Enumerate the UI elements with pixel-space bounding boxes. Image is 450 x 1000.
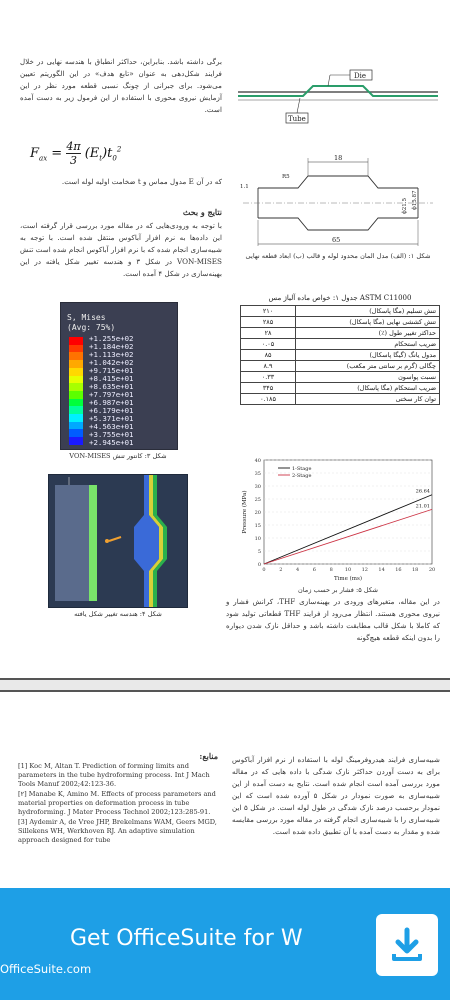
figure-4-caption: شکل ۴: هندسه تغییر شکل یافته — [74, 610, 162, 618]
y-tick-label: 35 — [254, 471, 261, 477]
legend-value: +1.184e+02 — [89, 342, 134, 351]
legend-swatch — [69, 368, 83, 376]
svg-text:65: 65 — [332, 236, 341, 244]
intro-paragraph: برگی داشته باشد. بنابراین، حداکثر انطباق با هندسه نهایی در خلال فرایند شکل‌دهی به عنوان «تابع هدف» در این الگوریتم تعیین می‌شود. برای جبرانی از چونگ نسبی قطعه مورد نظر در این آزمایش نیروی محوری با استفاده از این فرمول زیر به دست آمده است. — [20, 57, 222, 114]
table-1-title: جدول ۱: خواص ماده آلیاژ مس ASTM C11000 — [268, 294, 412, 302]
x-tick-label: 18 — [412, 567, 419, 573]
legend-value: +5.371e+01 — [89, 414, 134, 423]
legend-swatch — [69, 376, 83, 384]
legend-label: 2-Stage — [292, 473, 312, 479]
property-value: ۲۸ — [241, 328, 296, 339]
table-row — [241, 317, 440, 328]
legend-swatch — [69, 437, 83, 445]
material-properties-table — [240, 305, 440, 405]
legend-swatch — [69, 422, 83, 430]
download-button[interactable] — [376, 914, 438, 976]
property-value: ۲۱۰ — [241, 306, 296, 317]
promo-text: Get OfficeSuite for W — [70, 926, 303, 951]
results-paragraph: با توجه به ورودی‌هایی که در مقاله مورد بررسی قرار گرفته است، این داده‌ها به نرم افزار آباکوس منتقل شده است. با توجه به شبیه‌سازی انجام شده که با نرم افزار آباکوس انجام شده است تنش VON-MISES در شکل ۳ و هندسه تغییر شکل یافته در این بهینه‌سازی در شکل ۴ آمده است. — [20, 221, 222, 278]
fem-color-legend — [69, 337, 83, 445]
y-tick-label: 10 — [254, 536, 261, 542]
property-value: ۸۵ — [241, 350, 296, 361]
legend-value: +1.042e+02 — [89, 358, 134, 367]
property-value: ۰.۱۸۵ — [241, 394, 296, 405]
table-row — [241, 372, 440, 383]
svg-text:1.1: 1.1 — [240, 184, 249, 190]
legend-value: +4.563e+01 — [89, 422, 134, 431]
legend-value: +2.945e+01 — [89, 438, 134, 447]
table-row — [241, 361, 440, 372]
figure-3-caption: شکل ۳: کانتور تنش VON-MISES — [69, 452, 167, 460]
deformed-tube-image — [48, 474, 188, 608]
pressure-time-chart — [238, 452, 440, 584]
x-tick-label: 16 — [395, 567, 402, 573]
x-tick-label: 20 — [428, 567, 436, 573]
legend-value: +9.715e+01 — [89, 366, 134, 375]
figure-5-caption: شکل ۵: فشار بر حسب زمان — [297, 586, 379, 594]
die-label: Die — [354, 72, 366, 80]
conclusion-paragraph: در این مقاله، متغیرهای ورودی در بهینه‌سازی THF، کرانش فشار و نیروی محوری هستند. انتظار می‌رود از فرایند THF قطعاتی تولید شود که کاملا با شکل قالب مطابقت داشته باشد و حداقل نازک شدن دیواره را بدون اینکه قطعه هیچ‌گونه — [226, 597, 441, 642]
property-label: مدول یانگ (گیگا پاسکال) — [296, 350, 440, 361]
legend-label: 1-Stage — [292, 466, 312, 472]
x-axis-label: Time (ms) — [334, 576, 362, 582]
legend-swatch — [69, 399, 83, 407]
x-tick-label: 2 — [279, 567, 283, 573]
x-tick-label: 4 — [296, 567, 300, 573]
svg-text:ϕ21.5: ϕ21.5 — [402, 198, 408, 214]
fem-title: S, Mises — [67, 313, 106, 322]
property-label: نسبت پواسون — [296, 372, 440, 383]
svg-text:18: 18 — [334, 154, 343, 162]
table-row — [241, 394, 440, 405]
axial-force-formula: $F_{ax}$ = $\frac{4\pi}{3}$ $(E_t)t_0^2$ — [30, 140, 122, 167]
legend-swatch — [69, 391, 83, 399]
property-label: چگالی (گرم بر سانتی متر مکعب) — [296, 361, 440, 372]
x-tick-label: 8 — [329, 567, 333, 573]
references-heading: منابع: — [199, 751, 218, 761]
property-value: ۸.۹ — [241, 361, 296, 372]
legend-value: +1.113e+02 — [89, 350, 134, 359]
property-value: ۳۴۵ — [241, 383, 296, 394]
die-tube-schematic — [238, 60, 438, 130]
table-row — [241, 350, 440, 361]
property-value: ۰.۰۵ — [241, 339, 296, 350]
references-list — [18, 762, 218, 846]
legend-value: +6.987e+01 — [89, 398, 134, 407]
x-tick-label: 10 — [344, 567, 352, 573]
y-tick-label: 0 — [257, 562, 261, 568]
table-row — [241, 306, 440, 317]
legend-value: +7.797e+01 — [89, 390, 134, 399]
y-tick-label: 25 — [254, 497, 261, 503]
legend-swatch — [69, 345, 83, 353]
legend-swatch — [69, 429, 83, 437]
reference-item: [1] Koc M, Altan T. Prediction of forming limits and parameters in the tube hydroforming process. Int J Mach Tools Manuf 2002;42:123-36. — [18, 762, 210, 788]
y-tick-label: 20 — [254, 510, 261, 516]
y-tick-label: 40 — [254, 458, 261, 464]
table-row — [241, 328, 440, 339]
property-label: تنش کششی نهایی (مگا پاسکال) — [296, 317, 440, 328]
figure-1-caption: شکل ۱: (الف) مدل المان محدود لوله و قالب (ب) ابعاد قطعه نهایی — [245, 252, 431, 260]
y-tick-label: 15 — [254, 523, 261, 529]
legend-value: +8.635e+01 — [89, 382, 134, 391]
property-label: توان کار سختی — [296, 394, 440, 405]
property-value: ۲۸۵ — [241, 317, 296, 328]
table-row — [241, 339, 440, 350]
legend-value: +6.179e+01 — [89, 406, 134, 415]
property-label: ضریب استحکام (مگا پاسکال) — [296, 383, 440, 394]
reference-item: [۲] Manabe K, Amino M. Effects of process parameters and material properties on deformation process in tube hydroforming. J Mater Process Technol 2002;123:285-91. — [18, 790, 216, 816]
results-heading: نتایج و بحث — [182, 207, 222, 217]
legend-swatch — [69, 406, 83, 414]
property-label: تنش تسلیم (مگا پاسکال) — [296, 306, 440, 317]
legend-swatch — [69, 360, 83, 368]
promo-site-link[interactable]: OfficeSuite.com — [0, 962, 92, 976]
property-label: ضریب استحکام — [296, 339, 440, 350]
data-label: 21.01 — [415, 503, 430, 510]
tube-label: Tube — [288, 115, 306, 123]
download-icon — [388, 926, 426, 964]
property-value: ۰.۳۳ — [241, 372, 296, 383]
legend-swatch — [69, 337, 83, 345]
y-axis-label: Pressure (MPa) — [242, 490, 248, 534]
page-separator — [0, 680, 450, 690]
officesuite-promo-banner[interactable] — [0, 888, 450, 1000]
page2-paragraph: شبیه‌سازی فرایند هیدروفرمینگ لوله با استفاده از نرم افزار آباکوس برای به دست آوردن حداکثر نازک شدگی با داده هایی که در مقاله مورد بررسی آمده است انجام شده است. نتایج به دست آمده از این شبیه‌سازی به صورت نمودار در شکل ۵ آورده شده است که این نمودار برحسب درصد نازک شدگی در طول لوله است. در شکل ۵ این شبیه‌سازی را با شبیه‌سازی انجام گرفته در مقاله مورد بررسی مقایسه شده و مقدار به دست آمده با آن تطبیق داده شده است. — [232, 755, 441, 836]
x-tick-label: 6 — [312, 567, 316, 573]
reference-item: [3] Aydemir A, de Vree JHP, Brekelmans WAM, Geers MGD, Sillekens WH, Werkhoven RJ. An adaptive simulation approach designed for tube — [18, 818, 217, 844]
fem-subtitle: (Avg: 75%) — [67, 323, 116, 332]
property-label: حداکثر تغییر طول (٪) — [296, 328, 440, 339]
y-tick-label: 30 — [254, 484, 261, 490]
formula-note: که در آن E مدول مماس و t ضخامت اولیه لوله است. — [61, 177, 222, 186]
data-label: 26.64 — [415, 488, 430, 495]
x-tick-label: 0 — [262, 567, 266, 573]
svg-text:R5: R5 — [282, 174, 290, 180]
x-tick-label: 14 — [378, 567, 385, 573]
table-row — [241, 383, 440, 394]
legend-swatch — [69, 352, 83, 360]
legend-value: +8.415e+01 — [89, 374, 134, 383]
x-tick-label: 12 — [361, 567, 368, 573]
legend-swatch — [69, 414, 83, 422]
legend-value: +3.755e+01 — [89, 430, 134, 439]
legend-value: +1.255e+02 — [89, 334, 134, 343]
von-mises-contour-image — [60, 302, 178, 450]
svg-text:ϕ15.87: ϕ15.87 — [412, 190, 418, 210]
y-tick-label: 5 — [257, 549, 261, 555]
final-part-dimensions-drawing — [238, 148, 438, 248]
legend-swatch — [69, 383, 83, 391]
